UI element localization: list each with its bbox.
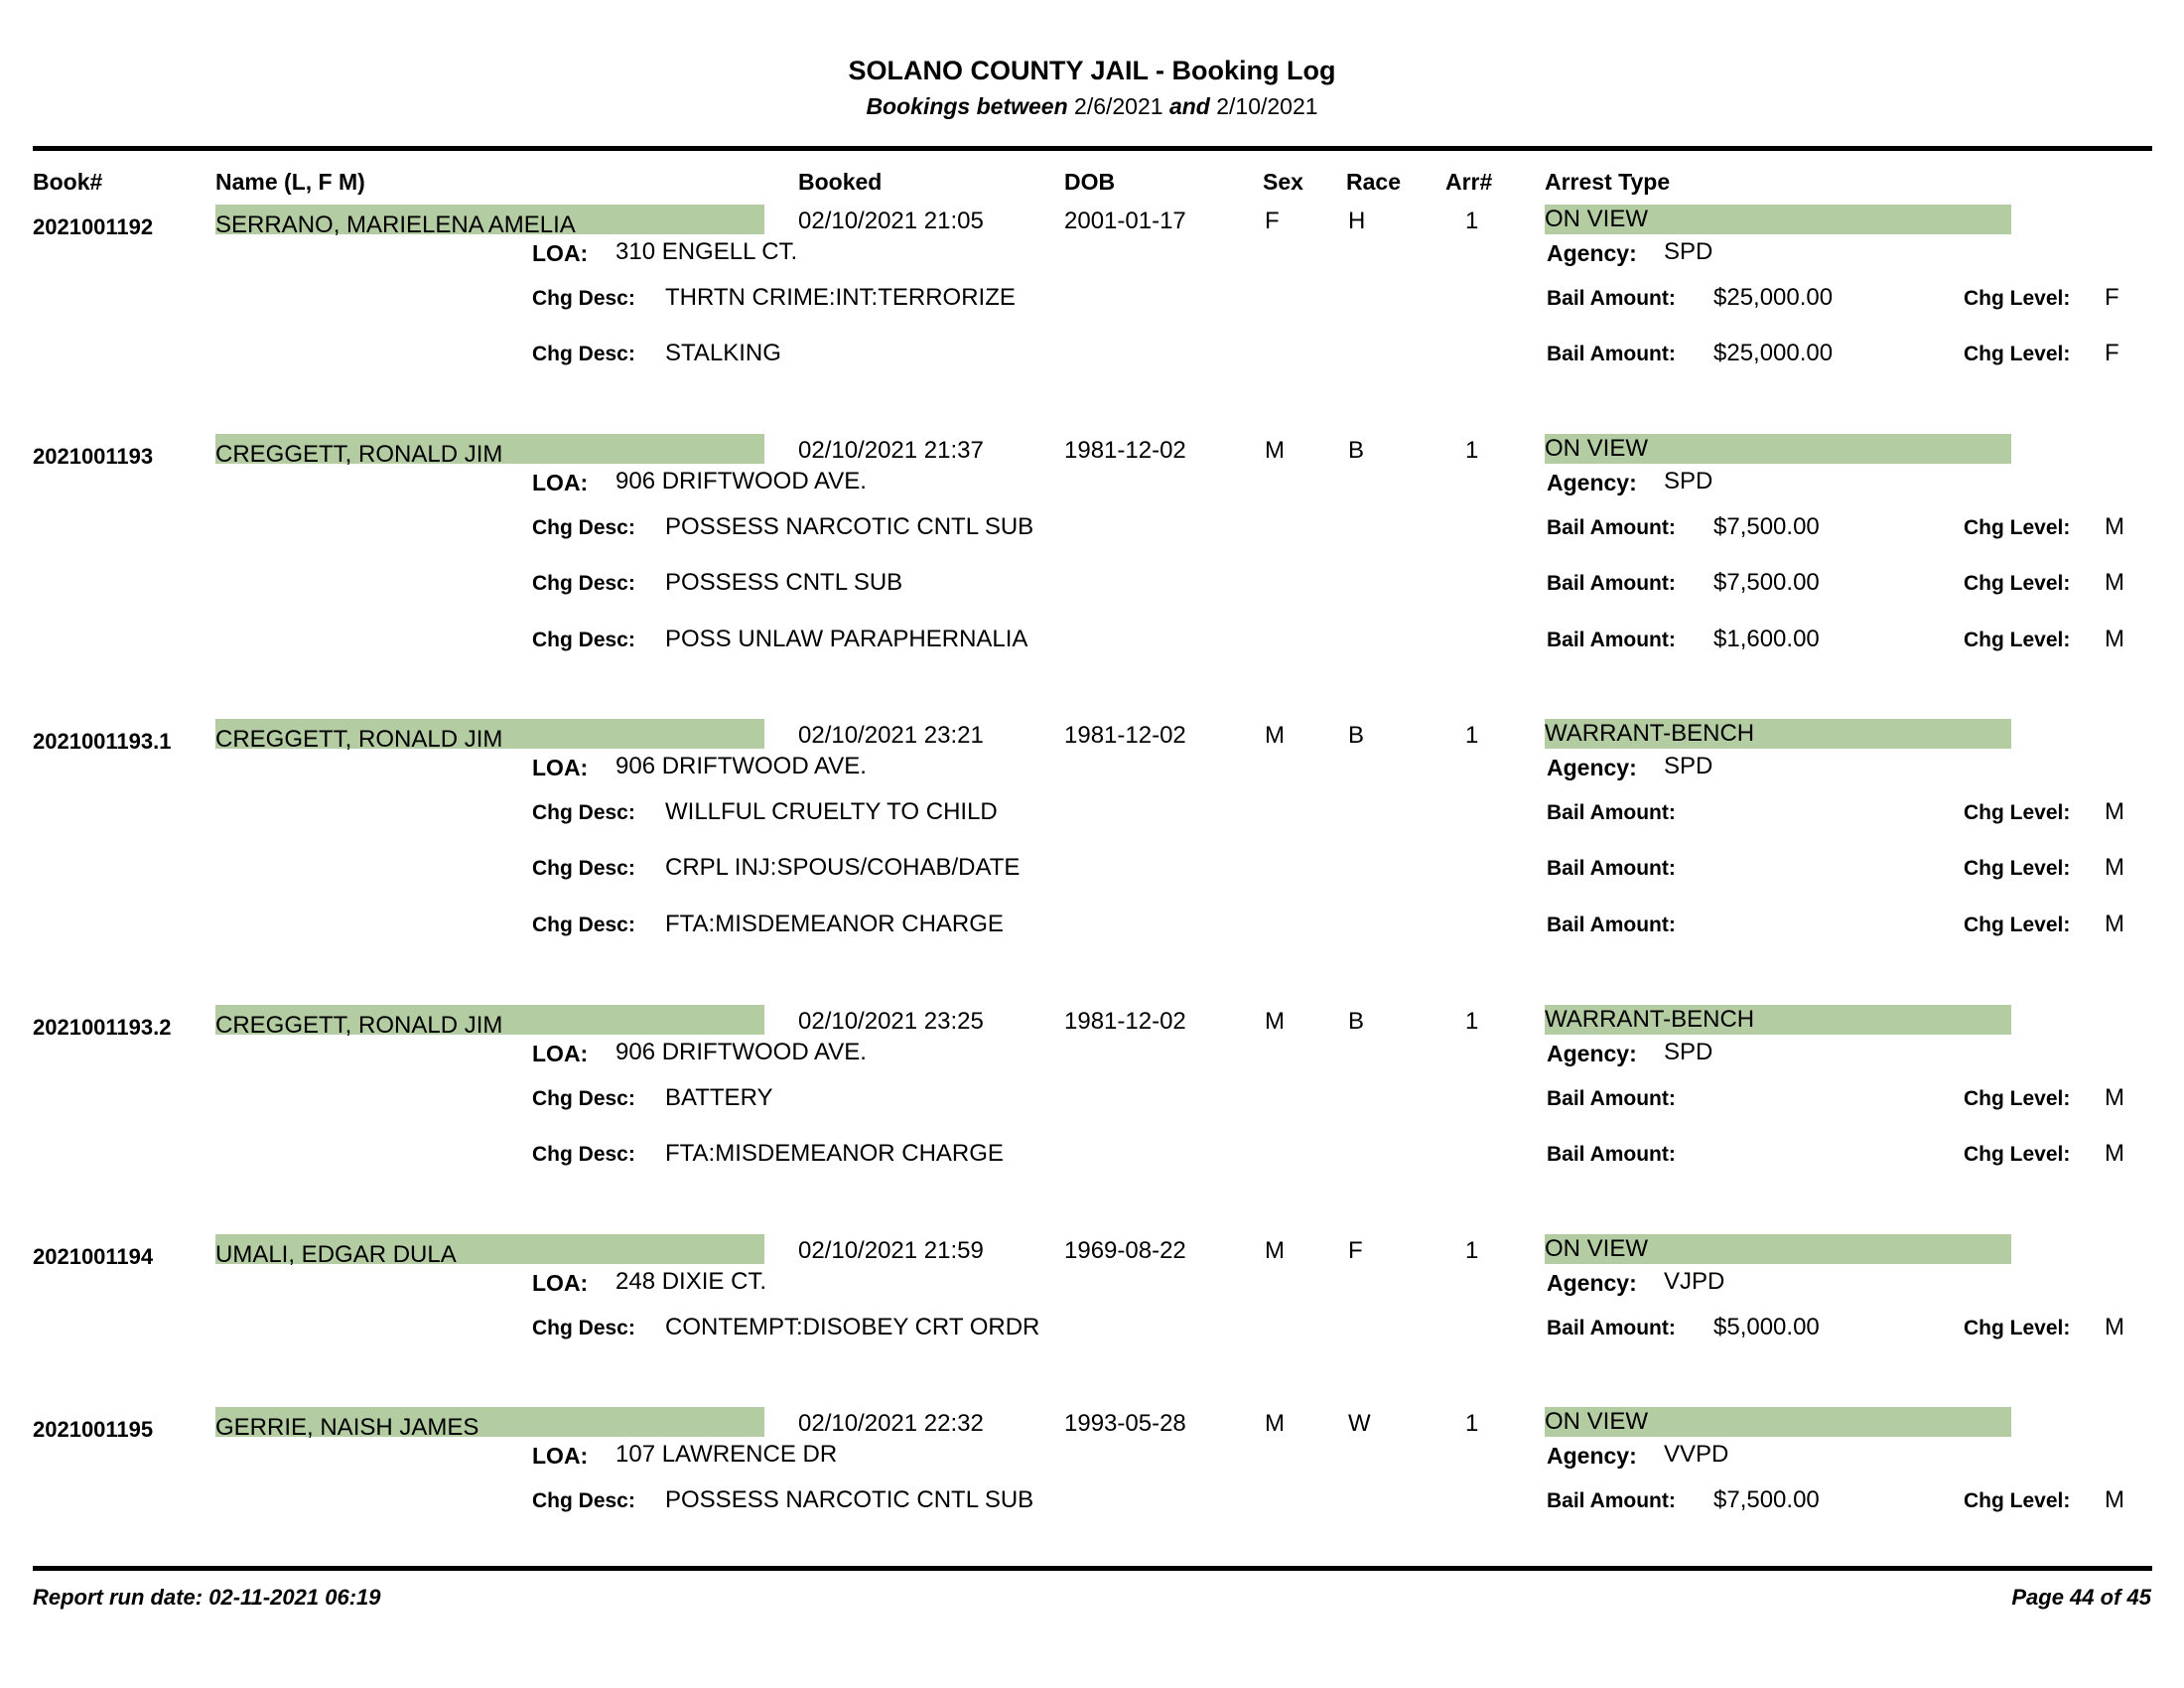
page-number: Page 44 of 45 <box>2011 1585 2151 1610</box>
charge-description: CRPL INJ:SPOUS/COHAB/DATE <box>665 854 1021 881</box>
arrest-type-highlight <box>1545 719 2011 749</box>
chg-desc-label: Chg Desc: <box>532 516 635 539</box>
chg-level-label: Chg Level: <box>1964 801 2071 824</box>
agency: VJPD <box>1664 1268 1725 1295</box>
loa-address: 310 ENGELL CT. <box>615 238 798 265</box>
book-number: 2021001193.1 <box>33 729 172 754</box>
booked-datetime: 02/10/2021 22:32 <box>798 1410 984 1437</box>
bail-amount: $7,500.00 <box>1713 569 1820 596</box>
col-arr: Arr# <box>1445 169 1493 195</box>
loa-label: LOA: <box>532 1443 589 1469</box>
end-date: 2/10/2021 <box>1216 93 1318 119</box>
bail-amount-label: Bail Amount: <box>1547 801 1676 824</box>
agency: SPD <box>1664 753 1713 779</box>
sex: M <box>1265 1008 1285 1035</box>
loa-address: 906 DRIFTWOOD AVE. <box>615 468 867 494</box>
bail-amount: $25,000.00 <box>1713 284 1834 311</box>
agency-label: Agency: <box>1547 1443 1637 1469</box>
charge-description: POSSESS CNTL SUB <box>665 569 903 596</box>
inmate-name: UMALI, EDGAR DULA <box>215 1241 457 1268</box>
charge-level: M <box>2105 854 2124 881</box>
race: B <box>1348 722 1365 749</box>
arr-number: 1 <box>1465 437 1479 464</box>
charge-description: FTA:MISDEMEANOR CHARGE <box>665 911 1004 937</box>
charge-level: M <box>2105 626 2124 652</box>
arrest-type-highlight <box>1545 205 2011 234</box>
bail-amount: $7,500.00 <box>1713 513 1820 540</box>
bail-amount-label: Bail Amount: <box>1547 343 1676 365</box>
bail-amount: $5,000.00 <box>1713 1314 1820 1340</box>
arrest-type: ON VIEW <box>1545 435 1649 462</box>
chg-level-label: Chg Level: <box>1964 629 2071 651</box>
agency: SPD <box>1664 1039 1713 1065</box>
agency-label: Agency: <box>1547 1041 1637 1066</box>
charge-level: M <box>2105 798 2124 825</box>
race: B <box>1348 437 1365 464</box>
charge-level: M <box>2105 569 2124 596</box>
charge-description: BATTERY <box>665 1084 773 1111</box>
chg-level-label: Chg Level: <box>1964 1317 2071 1339</box>
inmate-name: CREGGETT, RONALD JIM <box>215 1012 503 1039</box>
dob: 1981-12-02 <box>1064 1008 1186 1035</box>
chg-level-label: Chg Level: <box>1964 572 2071 595</box>
booked-datetime: 02/10/2021 21:05 <box>798 208 984 234</box>
col-name: Name (L, F M) <box>215 169 365 195</box>
subtitle-and: and <box>1168 93 1210 119</box>
chg-level-label: Chg Level: <box>1964 343 2071 365</box>
footer-divider <box>33 1566 2152 1571</box>
race: B <box>1348 1008 1365 1035</box>
arrest-type-highlight <box>1545 1407 2011 1437</box>
charge-description: POSSESS NARCOTIC CNTL SUB <box>665 1486 1034 1513</box>
dob: 1981-12-02 <box>1064 722 1186 749</box>
charge-level: M <box>2105 1486 2124 1513</box>
bail-amount-label: Bail Amount: <box>1547 1489 1676 1512</box>
bail-amount-label: Bail Amount: <box>1547 914 1676 936</box>
col-sex: Sex <box>1263 169 1303 195</box>
arr-number: 1 <box>1465 208 1479 234</box>
charge-description: CONTEMPT:DISOBEY CRT ORDR <box>665 1314 1040 1340</box>
header-divider <box>33 146 2152 151</box>
booked-datetime: 02/10/2021 23:25 <box>798 1008 984 1035</box>
loa-address: 248 DIXIE CT. <box>615 1268 767 1295</box>
loa-label: LOA: <box>532 755 589 780</box>
col-book: Book# <box>33 169 103 195</box>
charge-level: M <box>2105 1084 2124 1111</box>
charge-description: POSSESS NARCOTIC CNTL SUB <box>665 513 1034 540</box>
report-subtitle <box>0 93 2184 120</box>
chg-desc-label: Chg Desc: <box>532 857 635 880</box>
arr-number: 1 <box>1465 1008 1479 1035</box>
agency: SPD <box>1664 468 1713 494</box>
loa-address: 906 DRIFTWOOD AVE. <box>615 753 867 779</box>
bail-amount-label: Bail Amount: <box>1547 287 1676 310</box>
bail-amount-label: Bail Amount: <box>1547 629 1676 651</box>
race: F <box>1348 1237 1363 1264</box>
arrest-type-highlight <box>1545 434 2011 464</box>
arrest-type: ON VIEW <box>1545 1408 1649 1435</box>
name-highlight <box>215 719 764 753</box>
chg-desc-label: Chg Desc: <box>532 1087 635 1110</box>
bail-amount-label: Bail Amount: <box>1547 516 1676 539</box>
chg-desc-label: Chg Desc: <box>532 914 635 936</box>
charge-description: STALKING <box>665 340 781 366</box>
name-highlight <box>215 1005 764 1039</box>
bail-amount-label: Bail Amount: <box>1547 1087 1676 1110</box>
loa-label: LOA: <box>532 1041 589 1066</box>
charge-description: POSS UNLAW PARAPHERNALIA <box>665 626 1028 652</box>
book-number: 2021001192 <box>33 214 154 239</box>
arr-number: 1 <box>1465 722 1479 749</box>
col-dob: DOB <box>1064 169 1116 195</box>
subtitle-prefix: Bookings between <box>866 93 1068 119</box>
name-highlight <box>215 1407 764 1441</box>
charge-level: M <box>2105 1314 2124 1340</box>
chg-level-label: Chg Level: <box>1964 516 2071 539</box>
charge-level: M <box>2105 513 2124 540</box>
bail-amount-label: Bail Amount: <box>1547 1143 1676 1166</box>
chg-desc-label: Chg Desc: <box>532 1489 635 1512</box>
arrest-type: ON VIEW <box>1545 206 1649 232</box>
chg-level-label: Chg Level: <box>1964 1489 2071 1512</box>
chg-level-label: Chg Level: <box>1964 914 2071 936</box>
booked-datetime: 02/10/2021 21:37 <box>798 437 984 464</box>
sex: F <box>1265 208 1280 234</box>
race: W <box>1348 1410 1371 1437</box>
col-booked: Booked <box>798 169 883 195</box>
arr-number: 1 <box>1465 1410 1479 1437</box>
chg-desc-label: Chg Desc: <box>532 572 635 595</box>
bail-amount-label: Bail Amount: <box>1547 572 1676 595</box>
sex: M <box>1265 722 1285 749</box>
loa-address: 107 LAWRENCE DR <box>615 1441 838 1468</box>
loa-label: LOA: <box>532 240 589 266</box>
dob: 1981-12-02 <box>1064 437 1186 464</box>
name-highlight <box>215 205 764 238</box>
start-date: 2/6/2021 <box>1074 93 1163 119</box>
dob: 1969-08-22 <box>1064 1237 1186 1264</box>
bail-amount: $7,500.00 <box>1713 1486 1820 1513</box>
book-number: 2021001195 <box>33 1417 154 1442</box>
chg-desc-label: Chg Desc: <box>532 801 635 824</box>
sex: M <box>1265 1237 1285 1264</box>
charge-level: F <box>2105 284 2119 311</box>
arr-number: 1 <box>1465 1237 1479 1264</box>
name-highlight <box>215 1234 764 1268</box>
inmate-name: CREGGETT, RONALD JIM <box>215 441 503 468</box>
agency-label: Agency: <box>1547 1270 1637 1296</box>
bail-amount-label: Bail Amount: <box>1547 1317 1676 1339</box>
col-arrest-type: Arrest Type <box>1545 169 1671 195</box>
book-number: 2021001194 <box>33 1244 154 1269</box>
inmate-name: CREGGETT, RONALD JIM <box>215 726 503 753</box>
agency-label: Agency: <box>1547 240 1637 266</box>
arrest-type-highlight <box>1545 1234 2011 1264</box>
arrest-type-highlight <box>1545 1005 2011 1035</box>
chg-desc-label: Chg Desc: <box>532 343 635 365</box>
dob: 2001-01-17 <box>1064 208 1186 234</box>
arrest-type: WARRANT-BENCH <box>1545 1006 1755 1033</box>
chg-desc-label: Chg Desc: <box>532 629 635 651</box>
inmate-name: GERRIE, NAISH JAMES <box>215 1414 479 1441</box>
bail-amount: $1,600.00 <box>1713 626 1820 652</box>
charge-level: F <box>2105 340 2119 366</box>
agency-label: Agency: <box>1547 755 1637 780</box>
loa-address: 906 DRIFTWOOD AVE. <box>615 1039 867 1065</box>
inmate-name: SERRANO, MARIELENA AMELIA <box>215 211 576 238</box>
loa-label: LOA: <box>532 1270 589 1296</box>
chg-level-label: Chg Level: <box>1964 287 2071 310</box>
book-number: 2021001193 <box>33 444 154 469</box>
agency: SPD <box>1664 238 1713 265</box>
chg-desc-label: Chg Desc: <box>532 1317 635 1339</box>
col-race: Race <box>1346 169 1401 195</box>
report-run-date: Report run date: 02-11-2021 06:19 <box>33 1585 381 1610</box>
bail-amount-label: Bail Amount: <box>1547 857 1676 880</box>
agency-label: Agency: <box>1547 470 1637 495</box>
charge-description: FTA:MISDEMEANOR CHARGE <box>665 1140 1004 1167</box>
booked-datetime: 02/10/2021 23:21 <box>798 722 984 749</box>
report-title: SOLANO COUNTY JAIL - Booking Log <box>848 56 1336 85</box>
book-number: 2021001193.2 <box>33 1015 172 1040</box>
sex: M <box>1265 437 1285 464</box>
chg-level-label: Chg Level: <box>1964 857 2071 880</box>
arrest-type: ON VIEW <box>1545 1235 1649 1262</box>
race: H <box>1348 208 1366 234</box>
dob: 1993-05-28 <box>1064 1410 1186 1437</box>
charge-level: M <box>2105 1140 2124 1167</box>
agency: VVPD <box>1664 1441 1729 1468</box>
chg-level-label: Chg Level: <box>1964 1143 2071 1166</box>
charge-description: WILLFUL CRUELTY TO CHILD <box>665 798 998 825</box>
sex: M <box>1265 1410 1285 1437</box>
loa-label: LOA: <box>532 470 589 495</box>
chg-desc-label: Chg Desc: <box>532 1143 635 1166</box>
chg-level-label: Chg Level: <box>1964 1087 2071 1110</box>
charge-description: THRTN CRIME:INT:TERRORIZE <box>665 284 1016 311</box>
arrest-type: WARRANT-BENCH <box>1545 720 1755 747</box>
booked-datetime: 02/10/2021 21:59 <box>798 1237 984 1264</box>
bail-amount: $25,000.00 <box>1713 340 1834 366</box>
charge-level: M <box>2105 911 2124 937</box>
chg-desc-label: Chg Desc: <box>532 287 635 310</box>
name-highlight <box>215 434 764 468</box>
